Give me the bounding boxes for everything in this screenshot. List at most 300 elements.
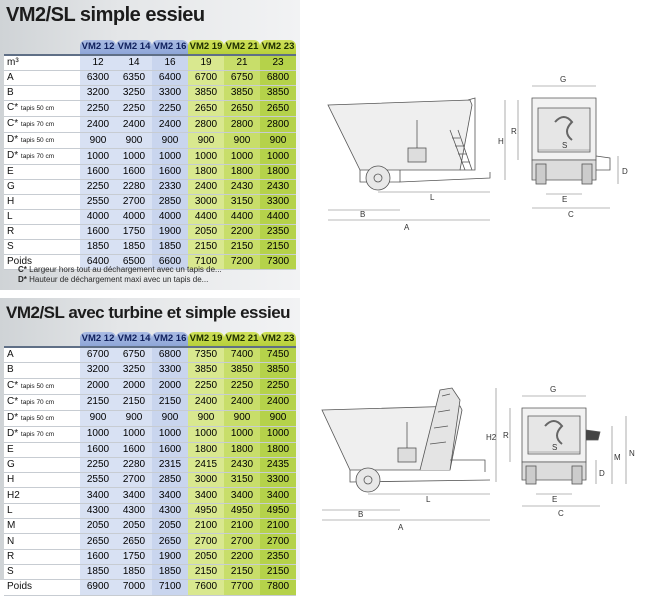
table-cell: 6800 xyxy=(260,71,296,86)
row-label xyxy=(4,564,80,579)
table-cell: 3400 xyxy=(188,488,224,503)
table-cell: 3200 xyxy=(80,363,116,378)
row-label xyxy=(4,378,80,394)
table-cell: 2250 xyxy=(188,378,224,394)
header-row xyxy=(4,332,296,347)
dim-label-h: H xyxy=(498,137,504,146)
row-label-sub: tapis 50 cm xyxy=(20,105,55,112)
header-row xyxy=(4,40,296,55)
table-cell: 2150 xyxy=(152,394,188,410)
table-cell: 2400 xyxy=(152,117,188,133)
dim-label-m: M xyxy=(614,453,621,462)
table-cell: 2650 xyxy=(80,534,116,549)
row-label-sub: tapis 70 cm xyxy=(20,398,55,406)
table-cell: 2315 xyxy=(152,457,188,472)
section-title: VM2/SL avec turbine et simple essieu xyxy=(6,303,291,322)
table-cell: 2050 xyxy=(80,519,116,534)
row-label xyxy=(4,86,80,101)
table-cell: 4000 xyxy=(80,210,116,225)
row-label-text: L xyxy=(7,504,13,516)
table-cell: 2650 xyxy=(152,534,188,549)
row-label xyxy=(4,549,80,564)
table-cell: 4950 xyxy=(224,503,260,518)
row-label xyxy=(4,101,80,117)
row-label-text: A xyxy=(7,349,14,361)
table-cell: 1800 xyxy=(188,165,224,180)
row-label xyxy=(4,410,80,426)
table-cell: 6350 xyxy=(116,71,152,86)
dim-label-h2: H2 xyxy=(486,433,497,442)
section-title: VM2/SL simple essieu xyxy=(6,4,205,26)
table-cell: 2150 xyxy=(224,240,260,255)
table-cell: 3300 xyxy=(152,86,188,101)
table-cell: 1600 xyxy=(80,442,116,457)
table-cell: 1900 xyxy=(152,225,188,240)
table-cell: 1600 xyxy=(116,442,152,457)
table-cell: 1850 xyxy=(152,240,188,255)
table-cell: 4400 xyxy=(188,210,224,225)
row-label-text: B xyxy=(7,87,14,98)
table-cell: 1000 xyxy=(152,149,188,165)
footnote xyxy=(18,265,222,275)
model-header: VM2 21 xyxy=(224,332,260,347)
table-cell: 2050 xyxy=(188,225,224,240)
dim-label-l: L xyxy=(430,193,435,202)
footnote-mark: D* xyxy=(18,275,27,284)
row-label-text: B xyxy=(7,364,14,376)
table-cell: 2435 xyxy=(260,457,296,472)
table-cell: 2100 xyxy=(260,519,296,534)
table-cell: 7800 xyxy=(260,580,296,595)
table-row xyxy=(4,149,296,165)
table-cell: 1600 xyxy=(80,225,116,240)
spec-table xyxy=(4,40,296,270)
table-cell: 1750 xyxy=(116,549,152,564)
model-header: VM2 14 xyxy=(116,332,152,347)
table-cell: 2200 xyxy=(224,549,260,564)
table-cell: 3000 xyxy=(188,195,224,210)
table-cell: 2250 xyxy=(224,378,260,394)
row-label-sub: tapis 50 cm xyxy=(20,382,55,390)
table-cell: 7600 xyxy=(188,580,224,595)
table-cell: 21 xyxy=(224,55,260,71)
table-cell: 2280 xyxy=(116,180,152,195)
table-cell: 2400 xyxy=(188,180,224,195)
row-label-text: D* xyxy=(7,427,19,439)
table-row xyxy=(4,195,296,210)
table-cell: 3400 xyxy=(116,488,152,503)
table-cell: 7300 xyxy=(260,255,296,270)
table-row xyxy=(4,86,296,101)
row-label xyxy=(4,210,80,225)
table-cell: 4400 xyxy=(260,210,296,225)
row-label-sub: tapis 70 cm xyxy=(20,153,55,160)
table-cell: 2400 xyxy=(224,394,260,410)
table-cell: 1000 xyxy=(260,426,296,442)
row-label-text: D* xyxy=(7,134,19,145)
row-label-text: Poids xyxy=(7,581,33,593)
table-cell: 2250 xyxy=(80,180,116,195)
table-cell: 3850 xyxy=(224,363,260,378)
table-cell: 2430 xyxy=(260,180,296,195)
table-cell: 1000 xyxy=(152,426,188,442)
table-cell: 6500 xyxy=(116,255,152,270)
table-cell: 1850 xyxy=(152,564,188,579)
table-cell: 2700 xyxy=(188,534,224,549)
row-label xyxy=(4,133,80,149)
table-cell: 2280 xyxy=(116,457,152,472)
table-cell: 1800 xyxy=(188,442,224,457)
table-cell: 2800 xyxy=(188,117,224,133)
table-row xyxy=(4,488,296,503)
row-label-text: C* xyxy=(7,395,19,407)
table-cell: 3250 xyxy=(116,86,152,101)
table-cell: 2150 xyxy=(260,240,296,255)
dim-label-l: L xyxy=(426,495,431,504)
table-cell: 3150 xyxy=(224,473,260,488)
table-cell: 2550 xyxy=(80,473,116,488)
table-cell: 3300 xyxy=(260,195,296,210)
dim-label-c: C xyxy=(568,210,574,219)
row-label xyxy=(4,240,80,255)
row-label xyxy=(4,149,80,165)
table-cell: 1000 xyxy=(116,149,152,165)
table-cell: 900 xyxy=(188,410,224,426)
row-label-text: H xyxy=(7,196,15,207)
table-cell: 2150 xyxy=(188,240,224,255)
table-cell: 1800 xyxy=(224,442,260,457)
row-label-text: C* xyxy=(7,118,19,129)
table-cell: 2800 xyxy=(224,117,260,133)
tank-body-shape xyxy=(328,100,472,170)
table-cell: 6750 xyxy=(116,347,152,363)
table-cell: 2200 xyxy=(224,225,260,240)
table-row xyxy=(4,410,296,426)
table-cell: 7000 xyxy=(116,580,152,595)
table-cell: 6700 xyxy=(188,71,224,86)
table-cell: 2100 xyxy=(224,519,260,534)
row-label-text: L xyxy=(7,211,13,222)
table-cell: 2000 xyxy=(80,378,116,394)
table-cell: 1800 xyxy=(224,165,260,180)
dim-label-g: G xyxy=(550,385,557,394)
table-row xyxy=(4,442,296,457)
table-row xyxy=(4,101,296,117)
table-cell: 2250 xyxy=(80,101,116,117)
table-cell: 2650 xyxy=(116,534,152,549)
table-cell: 14 xyxy=(116,55,152,71)
table-cell: 2700 xyxy=(224,534,260,549)
table-cell: 4300 xyxy=(116,503,152,518)
dim-label-b: B xyxy=(360,210,366,219)
table-cell: 4400 xyxy=(224,210,260,225)
table-cell: 2400 xyxy=(116,117,152,133)
table-cell: 2350 xyxy=(260,549,296,564)
table-cell: 7100 xyxy=(188,255,224,270)
table-row xyxy=(4,55,296,71)
table-cell: 4000 xyxy=(152,210,188,225)
table-cell: 6400 xyxy=(152,71,188,86)
footnotes xyxy=(18,265,222,285)
table-row xyxy=(4,549,296,564)
table-cell: 3850 xyxy=(260,363,296,378)
row-label xyxy=(4,363,80,378)
table-cell: 1000 xyxy=(116,426,152,442)
table-cell: 2550 xyxy=(80,195,116,210)
table-cell: 3000 xyxy=(188,473,224,488)
table-cell: 2150 xyxy=(188,564,224,579)
table-cell: 3400 xyxy=(260,488,296,503)
table-cell: 2150 xyxy=(80,394,116,410)
dim-label-a: A xyxy=(398,523,404,532)
table-cell: 1000 xyxy=(224,426,260,442)
dim-label-c: C xyxy=(558,509,564,518)
row-label xyxy=(4,394,80,410)
row-label xyxy=(4,488,80,503)
table-cell: 4000 xyxy=(116,210,152,225)
row-label-text: Poids xyxy=(7,256,33,267)
table-row xyxy=(4,503,296,518)
table-cell: 1850 xyxy=(80,240,116,255)
model-header: VM2 19 xyxy=(188,40,224,55)
model-header: VM2 23 xyxy=(260,40,296,55)
row-label xyxy=(4,180,80,195)
table-cell: 3300 xyxy=(260,473,296,488)
row-label xyxy=(4,534,80,549)
row-label-text: E xyxy=(7,166,14,177)
model-header: VM2 23 xyxy=(260,332,296,347)
table-row xyxy=(4,564,296,579)
table-cell: 2000 xyxy=(116,378,152,394)
row-label-text: D* xyxy=(7,411,19,423)
table-cell: 900 xyxy=(224,133,260,149)
table-row xyxy=(4,394,296,410)
table-cell: 2430 xyxy=(224,180,260,195)
row-label xyxy=(4,580,80,595)
row-label xyxy=(4,71,80,86)
table-cell: 3850 xyxy=(188,86,224,101)
table-cell: 2350 xyxy=(260,225,296,240)
table-cell: 900 xyxy=(152,410,188,426)
row-label-text: M xyxy=(7,520,16,532)
model-header: VM2 16 xyxy=(152,332,188,347)
table-cell: 1600 xyxy=(80,165,116,180)
table-cell: 2430 xyxy=(224,457,260,472)
row-label xyxy=(4,165,80,180)
model-header: VM2 21 xyxy=(224,40,260,55)
table-cell: 7350 xyxy=(188,347,224,363)
dim-label-b: B xyxy=(358,510,364,519)
row-label-sub: tapis 50 cm xyxy=(20,414,55,422)
table-cell: 2100 xyxy=(188,519,224,534)
table-cell: 3400 xyxy=(152,488,188,503)
row-label xyxy=(4,55,80,71)
table-cell: 900 xyxy=(116,133,152,149)
table-cell: 900 xyxy=(188,133,224,149)
row-label xyxy=(4,347,80,363)
row-label-text: R xyxy=(7,226,15,237)
table-cell: 2050 xyxy=(116,519,152,534)
table-cell: 2650 xyxy=(224,101,260,117)
table-cell: 1900 xyxy=(152,549,188,564)
table-cell: 1600 xyxy=(116,165,152,180)
model-header: VM2 12 xyxy=(80,40,116,55)
row-label-text: S xyxy=(7,566,14,578)
table-cell: 3200 xyxy=(80,86,116,101)
table-row xyxy=(4,426,296,442)
row-label-text: E xyxy=(7,443,14,455)
dim-label-n: N xyxy=(629,449,635,458)
table-cell: 2650 xyxy=(188,101,224,117)
table-cell: 2700 xyxy=(116,195,152,210)
table-row xyxy=(4,180,296,195)
footnote xyxy=(18,275,222,285)
table-cell: 1600 xyxy=(152,165,188,180)
header-corner xyxy=(4,40,80,55)
table-row xyxy=(4,580,296,595)
technical-drawing-turbine-simple-essieu xyxy=(300,360,650,560)
table-cell: 1000 xyxy=(188,149,224,165)
table-cell: 2150 xyxy=(116,394,152,410)
table-cell: 900 xyxy=(224,410,260,426)
table-cell: 900 xyxy=(260,133,296,149)
table-cell: 2700 xyxy=(116,473,152,488)
table-cell: 900 xyxy=(80,410,116,426)
table-cell: 2850 xyxy=(152,195,188,210)
row-label-text: S xyxy=(7,241,14,252)
table-cell: 6750 xyxy=(224,71,260,86)
table-cell: 900 xyxy=(80,133,116,149)
table-cell: 2400 xyxy=(260,394,296,410)
dim-label-s: S xyxy=(552,443,558,452)
table-cell: 4950 xyxy=(260,503,296,518)
table-row xyxy=(4,363,296,378)
table-cell: 2850 xyxy=(152,473,188,488)
row-label-text: A xyxy=(7,72,14,83)
table-cell: 900 xyxy=(152,133,188,149)
row-label-text: R xyxy=(7,550,15,562)
table-cell: 4950 xyxy=(188,503,224,518)
row-label xyxy=(4,426,80,442)
row-label xyxy=(4,117,80,133)
table-cell: 6800 xyxy=(152,347,188,363)
technical-drawing-simple-essieu xyxy=(300,60,650,250)
table-cell: 2250 xyxy=(152,101,188,117)
spec-panel-simple-essieu xyxy=(0,0,300,290)
table-cell: 23 xyxy=(260,55,296,71)
table-cell: 2150 xyxy=(260,564,296,579)
row-label-text: G xyxy=(7,181,15,192)
table-cell: 4300 xyxy=(152,503,188,518)
table-cell: 7450 xyxy=(260,347,296,363)
table-row xyxy=(4,240,296,255)
footnote-text: Largeur hors tout au déchargement avec un tapis de... xyxy=(29,265,222,274)
table-row xyxy=(4,117,296,133)
dim-label-a: A xyxy=(404,223,410,232)
row-label xyxy=(4,457,80,472)
row-label-text: N xyxy=(7,535,15,547)
table-cell: 1000 xyxy=(224,149,260,165)
table-cell: 16 xyxy=(152,55,188,71)
row-label xyxy=(4,442,80,457)
wheel-shape xyxy=(366,166,390,190)
row-label-sub: tapis 70 cm xyxy=(20,430,55,438)
model-header: VM2 19 xyxy=(188,332,224,347)
table-cell: 2400 xyxy=(188,394,224,410)
table-cell: 2700 xyxy=(260,534,296,549)
row-label-text: G xyxy=(7,459,15,471)
row-label-text: H2 xyxy=(7,489,20,501)
footnote-text: Hauteur de déchargement maxi avec un tapis de... xyxy=(29,275,209,284)
row-label-text: C* xyxy=(7,102,19,113)
table-cell: 3850 xyxy=(188,363,224,378)
model-header: VM2 12 xyxy=(80,332,116,347)
table-cell: 6300 xyxy=(80,71,116,86)
dim-label-r: R xyxy=(503,431,509,440)
table-cell: 12 xyxy=(80,55,116,71)
row-label xyxy=(4,225,80,240)
table-row xyxy=(4,473,296,488)
dim-label-d: D xyxy=(622,167,628,176)
table-row xyxy=(4,225,296,240)
table-cell: 3150 xyxy=(224,195,260,210)
wheel-shape xyxy=(356,468,380,492)
model-header: VM2 14 xyxy=(116,40,152,55)
table-row xyxy=(4,165,296,180)
table-cell: 6600 xyxy=(152,255,188,270)
table-row xyxy=(4,519,296,534)
table-cell: 1850 xyxy=(80,564,116,579)
row-label-sub: tapis 70 cm xyxy=(20,121,55,128)
table-cell: 1600 xyxy=(80,549,116,564)
table-cell: 1850 xyxy=(116,564,152,579)
row-label-text: H xyxy=(7,474,15,486)
table-cell: 4300 xyxy=(80,503,116,518)
table-row xyxy=(4,347,296,363)
table-cell: 1000 xyxy=(188,426,224,442)
table-cell: 3850 xyxy=(260,86,296,101)
row-label xyxy=(4,519,80,534)
dim-label-s: S xyxy=(562,141,568,150)
table-cell: 2800 xyxy=(260,117,296,133)
table-cell: 2250 xyxy=(260,378,296,394)
table-cell: 7400 xyxy=(224,347,260,363)
table-row xyxy=(4,457,296,472)
table-cell: 2050 xyxy=(152,519,188,534)
dim-label-e: E xyxy=(562,195,568,204)
row-label-text: m³ xyxy=(7,57,19,68)
footnote-mark: C* xyxy=(18,265,27,274)
table-cell: 6700 xyxy=(80,347,116,363)
dim-label-d: D xyxy=(599,469,605,478)
table-row xyxy=(4,133,296,149)
table-cell: 900 xyxy=(116,410,152,426)
table-cell: 1600 xyxy=(152,442,188,457)
table-cell: 2150 xyxy=(224,564,260,579)
row-label xyxy=(4,473,80,488)
table-cell: 2050 xyxy=(188,549,224,564)
table-cell: 7700 xyxy=(224,580,260,595)
table-row xyxy=(4,210,296,225)
table-cell: 2250 xyxy=(80,457,116,472)
table-cell: 2250 xyxy=(116,101,152,117)
table-cell: 3300 xyxy=(152,363,188,378)
table-cell: 7200 xyxy=(224,255,260,270)
table-row xyxy=(4,71,296,86)
table-cell: 2400 xyxy=(80,117,116,133)
table-cell: 3400 xyxy=(224,488,260,503)
model-header: VM2 16 xyxy=(152,40,188,55)
